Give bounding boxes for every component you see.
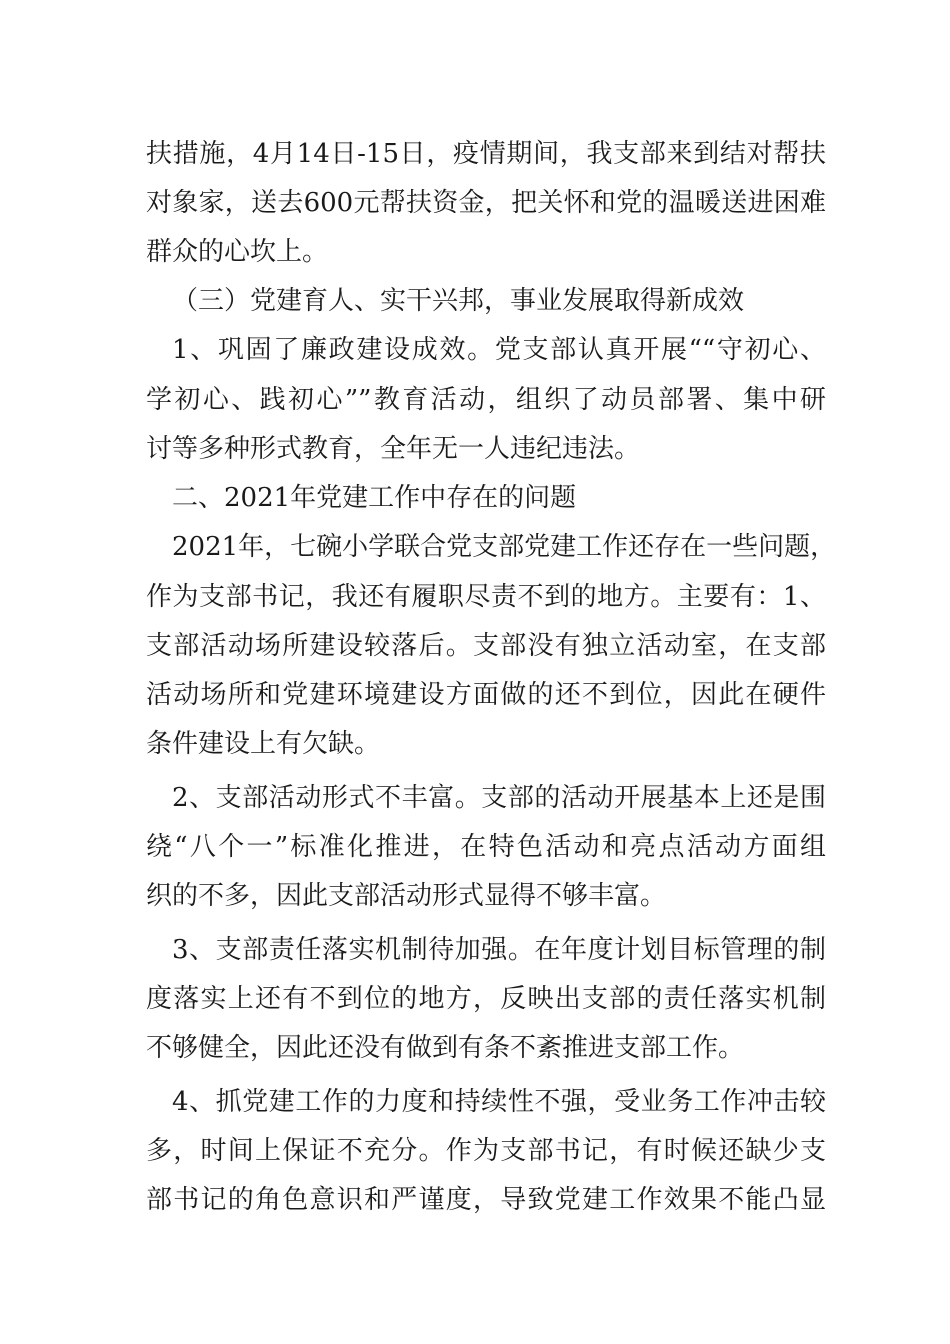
text-line: 绕“八个一”标准化推进，在特色活动和亮点活动方面组 — [146, 832, 826, 862]
text-line: 织的不多，因此支部活动形式显得不够丰富。 — [146, 881, 667, 911]
text-line: 多，时间上保证不充分。作为支部书记，有时候还缺少支 — [146, 1136, 826, 1166]
text-line: 3、支部责任落实机制待加强。在年度计划目标管理的制 — [172, 935, 826, 965]
text-line: 群众的心坎上。 — [146, 237, 329, 267]
section-heading: （三）党建育人、实干兴邦，事业发展取得新成效 — [172, 286, 745, 316]
text-line: 2、支部活动形式不丰富。支部的活动开展基本上还是围 — [172, 783, 826, 813]
text-line: 部书记的角色意识和严谨度，导致党建工作效果不能凸显 — [146, 1185, 826, 1215]
text-line: 支部活动场所建设较落后。支部没有独立活动室，在支部 — [146, 631, 826, 661]
text-line: 2021年，七碗小学联合党支部党建工作还存在一些问题， — [172, 532, 837, 562]
text-line: 扶措施，4月14日-15日，疫情期间，我支部来到结对帮扶 — [146, 139, 826, 169]
text-line: 4、抓党建工作的力度和持续性不强，受业务工作冲击较 — [172, 1087, 826, 1117]
text-line: 活动场所和党建环境建设方面做的还不到位，因此在硬件 — [146, 680, 826, 710]
text-line: 度落实上还有不到位的地方，反映出支部的责任落实机制 — [146, 984, 826, 1014]
section-heading: 二、2021年党建工作中存在的问题 — [172, 483, 577, 513]
text-line: 条件建设上有欠缺。 — [146, 729, 381, 759]
text-line: 讨等多种形式教育，全年无一人违纪违法。 — [146, 434, 641, 464]
text-line: 1、巩固了廉政建设成效。党支部认真开展““守初心、 — [172, 335, 826, 365]
text-line: 不够健全，因此还没有做到有条不紊推进支部工作。 — [146, 1033, 745, 1063]
text-line: 对象家，送去600元帮扶资金，把关怀和党的温暖送进困难 — [146, 188, 826, 218]
text-line: 作为支部书记，我还有履职尽责不到的地方。主要有：1、 — [146, 582, 826, 612]
text-line: 学初心、践初心””教育活动，组织了动员部署、集中研 — [146, 385, 826, 415]
